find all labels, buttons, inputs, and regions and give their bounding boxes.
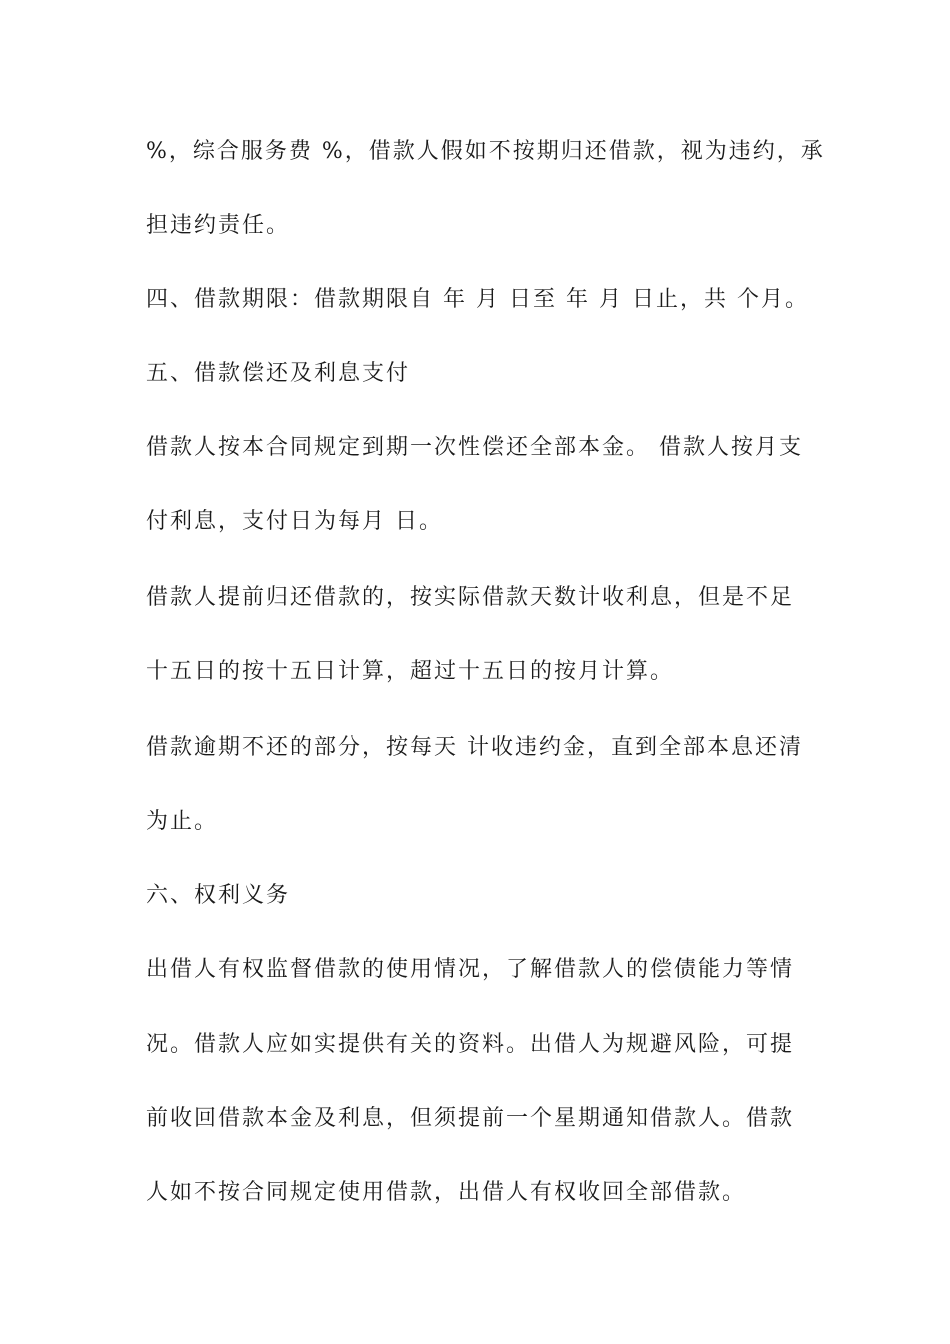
paragraph-line: 借款人按本合同规定到期一次性偿还全部本金。 借款人按月支 — [146, 435, 803, 460]
paragraph-line: 借款逾期不还的部分，按每天 计收违约金，直到全部本息还清 — [146, 735, 803, 760]
paragraph-line: 出借人有权监督借款的使用情况，了解借款人的偿债能力等情 — [146, 957, 795, 982]
paragraph-line: 担违约责任。 — [146, 213, 291, 238]
section-heading-rights: 六、权利义务 — [146, 883, 291, 908]
paragraph-line: 前收回借款本金及利息，但须提前一个星期通知借款人。借款 — [146, 1106, 795, 1131]
paragraph-line: 人如不按合同规定使用借款，出借人有权收回全部借款。 — [146, 1180, 747, 1205]
paragraph-line: 为止。 — [146, 809, 219, 834]
paragraph-line: %，综合服务费 %，借款人假如不按期归还借款，视为违约，承 — [146, 139, 825, 164]
paragraph-line: 十五日的按十五日计算，超过十五日的按月计算。 — [146, 659, 675, 684]
section-heading-term: 四、借款期限：借款期限自 年 月 日至 年 月 日止，共 个月。 — [146, 287, 809, 312]
paragraph-line: 借款人提前归还借款的，按实际借款天数计收利息，但是不足 — [146, 585, 795, 610]
section-heading-repayment: 五、借款偿还及利息支付 — [146, 361, 411, 386]
paragraph-line: 况。借款人应如实提供有关的资料。出借人为规避风险，可提 — [146, 1032, 795, 1057]
paragraph-line: 付利息，支付日为每月 日。 — [146, 509, 443, 534]
